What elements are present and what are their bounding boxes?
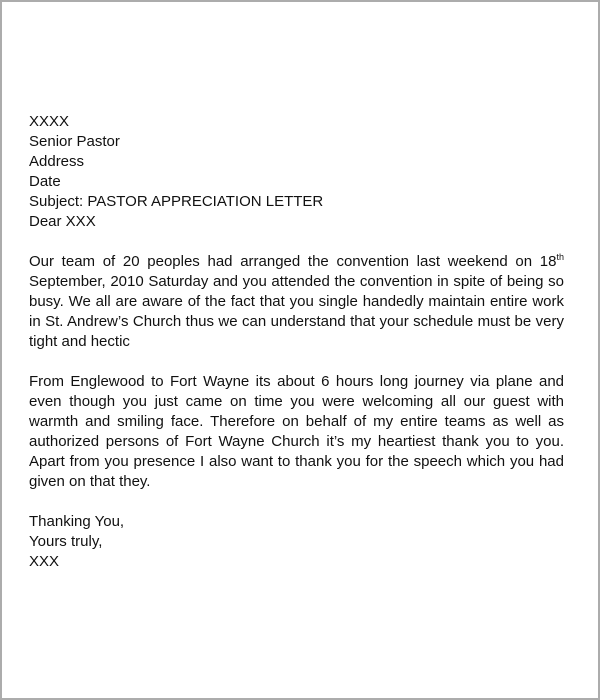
spacer bbox=[29, 352, 564, 372]
spacer bbox=[29, 232, 564, 252]
body-paragraph-1 bbox=[29, 252, 564, 352]
recipient-name: XXXX bbox=[29, 113, 70, 130]
paragraph-1-start: Our team of 20 peoples had arranged the convention last weekend on 18 bbox=[29, 253, 557, 270]
letter-date: Date bbox=[29, 173, 61, 190]
body-paragraph-2: From Englewood to Fort Wayne its about 6 hours long journey via plane and even though you just came on time you were welcoming all our guest with warmth and smiling face. Therefore on behalf of my entire teams as well as authorized persons of Fort Wayne Church it’s my heartiest thank you to you. Apart from you presence I also want to thank you for the speech which you had given on that they. bbox=[29, 373, 564, 490]
paragraph-1-rest: September, 2010 Saturday and you attended the convention in spite of being so busy. We all are aware of the fact that you single handedly maintain entire work in St. Andrew’s Church thus we can understand that your schedule must be very tight and hectic bbox=[29, 273, 564, 350]
recipient-title: Senior Pastor bbox=[29, 133, 120, 150]
salutation: Dear XXX bbox=[29, 213, 96, 230]
recipient-address: Address bbox=[29, 153, 85, 170]
letter-subject: Subject: PASTOR APPRECIATION LETTER bbox=[29, 193, 324, 210]
spacer bbox=[29, 492, 564, 512]
ordinal-suffix: th bbox=[556, 252, 564, 262]
letter-content bbox=[29, 112, 564, 572]
signature: XXX bbox=[29, 553, 60, 570]
closing-line: Thanking You, bbox=[29, 513, 125, 530]
valediction: Yours truly, bbox=[29, 533, 103, 550]
